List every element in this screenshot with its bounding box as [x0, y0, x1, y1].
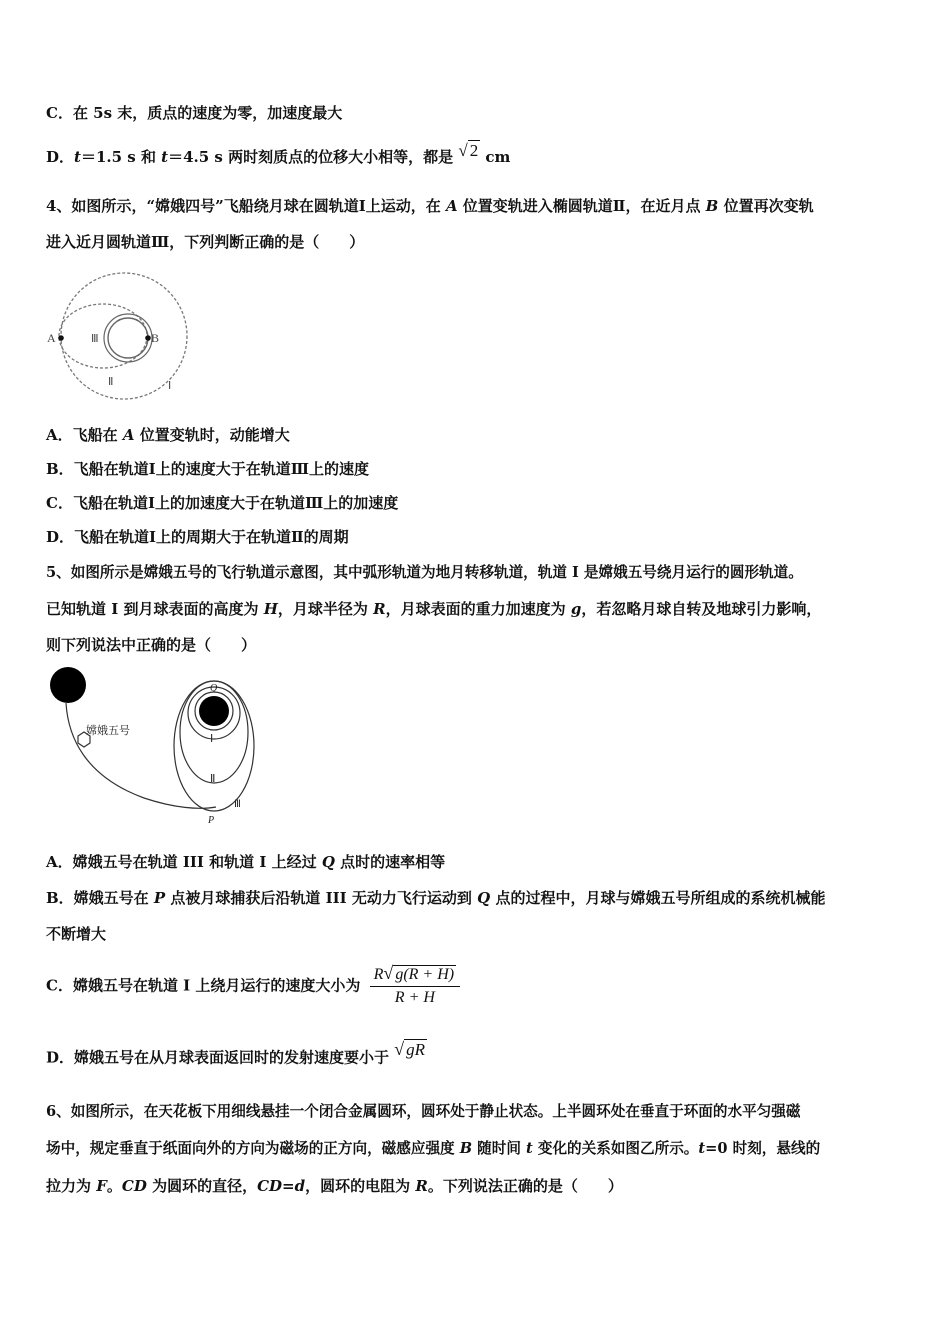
q4-option-a: A．飞船在 A 位置变轨时，动能增大 [46, 426, 290, 444]
label-iii: Ⅲ [234, 799, 241, 810]
label-ii: Ⅱ [108, 376, 114, 388]
q4-stem-line2: 进入近月圆轨道Ⅲ，下列判断正确的是（ ） [46, 233, 365, 251]
q5-stem-line2: 已知轨道 I 到月球表面的高度为 H，月球半径为 R，月球表面的重力加速度为 g，若忽略月球自转及地球引力影响， [46, 600, 822, 618]
q5-stem-line1: 5、如图所示是嫦娥五号的飞行轨道示意图，其中弧形轨道为地月转移轨道，轨道 I 是嫦娥五号绕月运行的圆形轨道。 [46, 564, 803, 581]
q3-option-c: C．在 5s 末，质点的速度为零，加速度最大 [46, 104, 343, 122]
q6-stem-line2: 场中，规定垂直于纸面向外的方向为磁场的正方向，磁感应强度 B 随时间 t 变化的关系如图乙所示。t=0 时刻，悬线的 [46, 1140, 821, 1157]
q4-stem-line1: 4、如图所示，“嫦娥四号”飞船绕月球在圆轨道Ⅰ上运动，在 A 位置变轨进入椭圆轨道Ⅱ，在近月点 B 位置再次变轨 [46, 197, 814, 215]
point-b-dot [145, 335, 151, 341]
earth-body [50, 667, 86, 703]
orbit-iii [104, 314, 152, 362]
label-q: Q [210, 683, 218, 694]
speed-fraction: $\frac{R√ g(R + H)}{R + H}$ [370, 963, 460, 1007]
label-i: Ⅰ [168, 380, 172, 392]
point-a-dot [58, 335, 64, 341]
q5-option-a: A．嫦娥五号在轨道 III 和轨道 I 上经过 Q 点时的速率相等 [46, 853, 446, 871]
q5-trajectory-figure [44, 666, 274, 826]
q5-option-b: B．嫦娥五号在 P 点被月球捕获后沿轨道 III 无动力飞行运动到 Q 点的过程中，月球与嫦娥五号所组成的系统机械能 [46, 889, 826, 907]
label-p: P [208, 815, 215, 826]
q5-option-b-line2: 不断增大 [46, 925, 107, 943]
sqrt-gr: √ gR [394, 1039, 426, 1059]
moon-body [199, 696, 229, 726]
q4-option-d: D．飞船在轨道Ⅰ上的周期大于在轨道Ⅱ的周期 [46, 528, 349, 546]
label-iii: Ⅲ [91, 333, 99, 345]
craft-label: 嫦娥五号 [86, 725, 130, 737]
q5-option-d: D．嫦娥五号在从月球表面返回时的发射速度要小于 √ gR [46, 1039, 426, 1067]
q6-stem-line1: 6、如图所示，在天花板下用细线悬挂一个闭合金属圆环，圆环处于静止状态。上半圆环处在垂直于环面的水平匀强磁 [46, 1103, 801, 1120]
moon-circle [108, 318, 148, 358]
label-ii: Ⅱ [210, 773, 216, 785]
label-b: B [151, 331, 160, 345]
label-a: A [47, 331, 56, 345]
label-i: Ⅰ [210, 733, 214, 745]
q6-stem-line3: 拉力为 F。CD 为圆环的直径，CD=d，圆环的电阻为 R。下列说法正确的是（ ） [46, 1177, 623, 1195]
q4-orbit-figure [44, 272, 194, 402]
q4-option-b: B．飞船在轨道Ⅰ上的速度大于在轨道Ⅲ上的速度 [46, 460, 369, 478]
q5-option-c: C．嫦娥五号在轨道 I 上绕月运行的速度大小为 $\frac{R√ g(R + H)}{R + H}$ [46, 963, 460, 1007]
orbit-ii [59, 304, 147, 368]
q4-option-c: C．飞船在轨道Ⅰ上的加速度大于在轨道Ⅲ上的加速度 [46, 494, 399, 512]
sqrt-two: √ 2 [458, 141, 479, 160]
q5-stem-line3: 则下列说法中正确的是（ ） [46, 636, 257, 654]
transfer-orbit [66, 703, 216, 808]
q3-option-d: D．t＝1.5 s 和 t＝4.5 s 两时刻质点的位移大小相等，都是 √ 2 cm [46, 141, 511, 166]
